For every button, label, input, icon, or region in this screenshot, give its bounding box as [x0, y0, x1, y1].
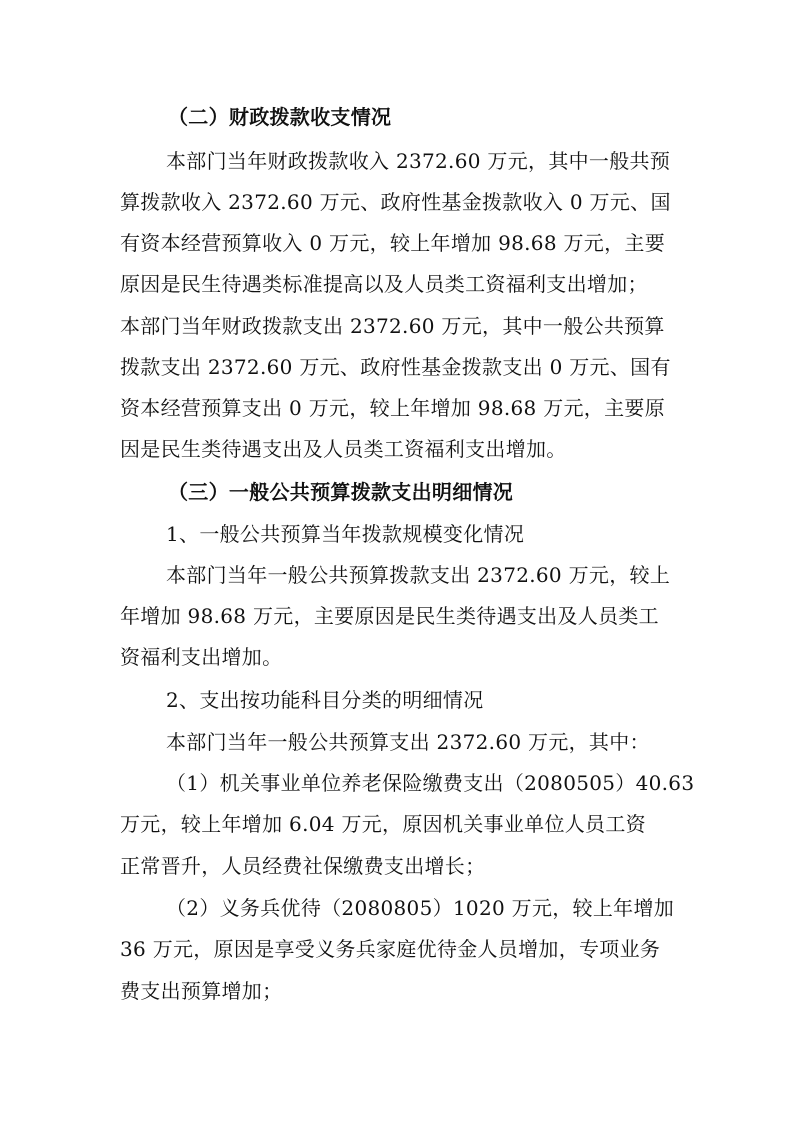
paragraph-line: 原因是民生待遇类标准提高以及人员类工资福利支出增加； — [120, 272, 648, 296]
paragraph-line: 本部门当年一般公共预算支出 2372.60 万元，其中： — [166, 730, 650, 754]
subsection-heading: 2、支出按功能科目分类的明细情况 — [166, 688, 484, 712]
paragraph-line: 本部门当年财政拨款支出 2372.60 万元，其中一般公共预算 — [120, 314, 665, 338]
paragraph-line: 算拨款收入 2372.60 万元、政府性基金拨款收入 0 万元、国 — [120, 190, 671, 214]
paragraph-line: 资本经营预算支出 0 万元，较上年增加 98.68 万元，主要原 — [120, 396, 666, 420]
paragraph-line: 万元，较上年增加 6.04 万元，原因机关事业单位人员工资 — [120, 812, 646, 836]
paragraph-line: 本部门当年一般公共预算拨款支出 2372.60 万元，较上 — [166, 563, 671, 587]
list-item-line: （1）机关事业单位养老保险缴费支出（2080505）40.63 — [166, 771, 695, 795]
paragraph-line: 36 万元，原因是享受义务兵家庭优待金人员增加，专项业务 — [120, 937, 661, 961]
paragraph-line: 拨款支出 2372.60 万元、政府性基金拨款支出 0 万元、国有 — [120, 355, 671, 379]
paragraph-line: 费支出预算增加； — [120, 979, 283, 1003]
paragraph-line: 正常晋升，人员经费社保缴费支出增长； — [120, 854, 486, 878]
list-item-line: （2）义务兵优待（2080805）1020 万元，较上年增加 — [166, 896, 675, 920]
paragraph-line: 年增加 98.68 万元，主要原因是民生类待遇支出及人员类工 — [120, 604, 659, 628]
subsection-heading: 1、一般公共预算当年拨款规模变化情况 — [166, 522, 525, 546]
paragraph-line: 有资本经营预算收入 0 万元，较上年增加 98.68 万元，主要 — [120, 231, 666, 255]
section-heading-fiscal-appropriation: （二）财政拨款收支情况 — [168, 105, 392, 129]
paragraph-line: 因是民生类待遇支出及人员类工资福利支出增加。 — [120, 437, 567, 461]
paragraph-line: 资福利支出增加。 — [120, 645, 283, 669]
paragraph-line: 本部门当年财政拨款收入 2372.60 万元，其中一般共预 — [166, 149, 671, 173]
section-heading-general-budget-detail: （三）一般公共预算拨款支出明细情况 — [168, 480, 514, 504]
